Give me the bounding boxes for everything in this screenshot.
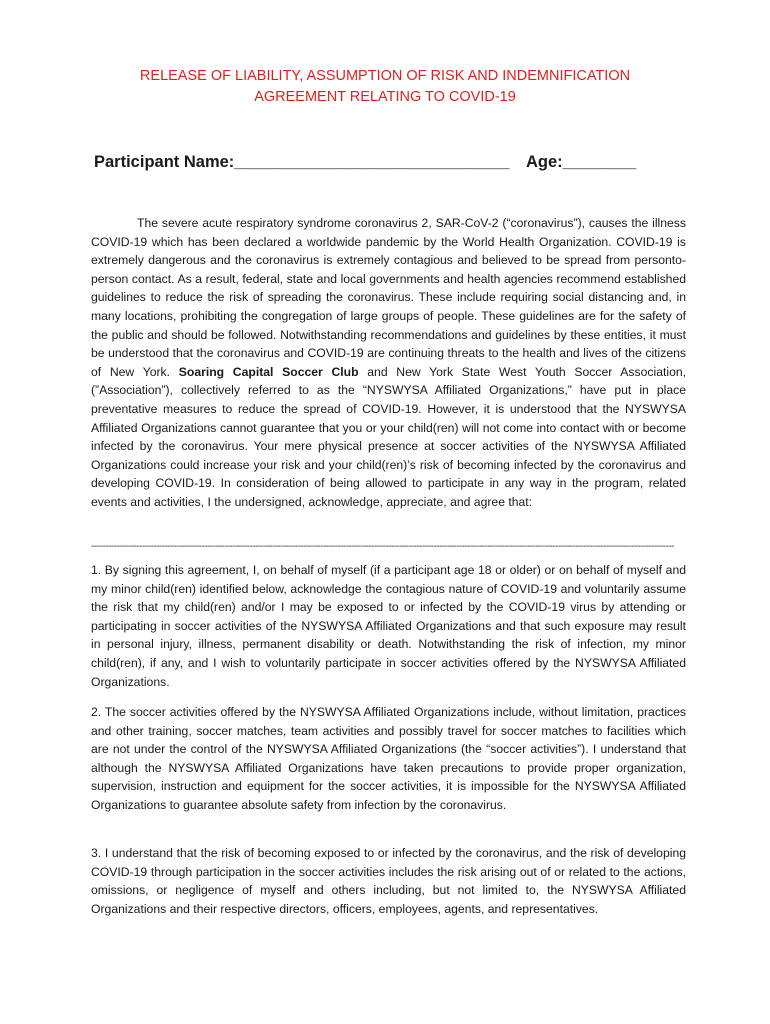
clause-2 bbox=[91, 703, 686, 815]
clause-1 bbox=[91, 561, 686, 691]
clause-2-text: 2. The soccer activities offered by the NYSWYSA Affiliated Organizations include, without limitation, practices and other training, soccer matches, team activities and possibly travel for soccer matches to facilities which are not under the control of the NYSWYSA Affiliated Organizations (the “soccer activities”). I understand that although the NYSWYSA Affiliated Organizations have taken precautions to provide proper organization, supervision, instruction and equipment for the soccer activities, it is impossible for the NYSWYSA Affiliated Organizations to guarantee absolute safety from infection by the coronavirus. bbox=[91, 705, 686, 812]
title-line-1: RELEASE OF LIABILITY, ASSUMPTION OF RISK AND INDEMNIFICATION bbox=[139, 68, 631, 84]
clause-3 bbox=[91, 844, 686, 918]
clause-1-text: 1. By signing this agreement, I, on behalf of myself (if a participant age 18 or older) or on behalf of myself and my minor child(ren) identified below, acknowledge the contagious nature of COVID-19 and voluntarily assume the risk that my child(ren) and/or I may be exposed to or infected by the COVID-19 virus by attending or participating in soccer activities of the NYSWYSA Affiliated Organizations and that such exposure may result in personal injury, illness, permanent disability or death. Notwithstanding the risk of infection, my minor child(ren), if any, and I wish to voluntarily participate in soccer activities offered by the NYSWYSA Affiliated Organizations. bbox=[91, 563, 686, 689]
age-field[interactable]: Age:________ bbox=[526, 153, 637, 171]
clause-3-text: 3. I understand that the risk of becoming exposed to or infected by the coronavirus, and the risk of developing COVID-19 through participation in the soccer activities includes the risk arising out of or related to the actions, omissions, or negligence of myself and others including, but not limited to, the NYSWYSA Affiliated Organizations and their respective directors, officers, employees, agents, and representatives. bbox=[91, 846, 686, 916]
intro-paragraph bbox=[91, 214, 686, 512]
participant-fields bbox=[94, 153, 694, 175]
club-name: Soaring Capital Soccer Club bbox=[178, 364, 359, 379]
participant-name-field[interactable]: Participant Name:______________________________ bbox=[94, 153, 510, 171]
intro-text-part1: The severe acute respiratory syndrome coronavirus 2, SAR-CoV-2 (“coronavirus”), causes the illness COVID-19 which has been declared a worldwide pandemic by the World Health Organization. COVID-19 is extremely dangerous and the coronavirus is extremely contagious and believed to be spread from personto-person contact. As a result, federal, state and local governments and health agencies recommend established guidelines to reduce the risk of spreading the coronavirus. These include requiring social distancing and, in many locations, prohibiting the congregation of large groups of people. These guidelines are for the safety of the public and should be followed. Notwithstanding recommendations and guidelines by these entities, it must be understood that the coronavirus and COVID-19 are continuing threats to the health and lives of the citizens of New York. bbox=[91, 216, 686, 379]
section-divider: -------------------------------------------------------------------------------------------------------------------------------------------------------------------------------------------------------------- bbox=[91, 541, 674, 552]
intro-text-part2: and New York State West Youth Soccer Association, (”Association”), collectively referred to as the “NYSWYSA Affiliated Organizations,” have put in place preventative measures to reduce the spread of COVID-19. However, it is understood that the NYSWYSA Affiliated Organizations cannot guarantee that you or your child(ren) will not come into contact with or become infected by the coronavirus. Your mere physical presence at soccer activities of the NYSWYSA Affiliated Organizations could increase your risk and your child(ren)’s risk of becoming infected by the coronavirus and developing COVID-19. In consideration of being allowed to participate in any way in the program, related events and activities, I the undersigned, acknowledge, appreciate, and agree that: bbox=[91, 364, 687, 509]
document-title bbox=[0, 66, 770, 108]
title-line-2: AGREEMENT RELATING TO COVID-19 bbox=[254, 89, 516, 105]
